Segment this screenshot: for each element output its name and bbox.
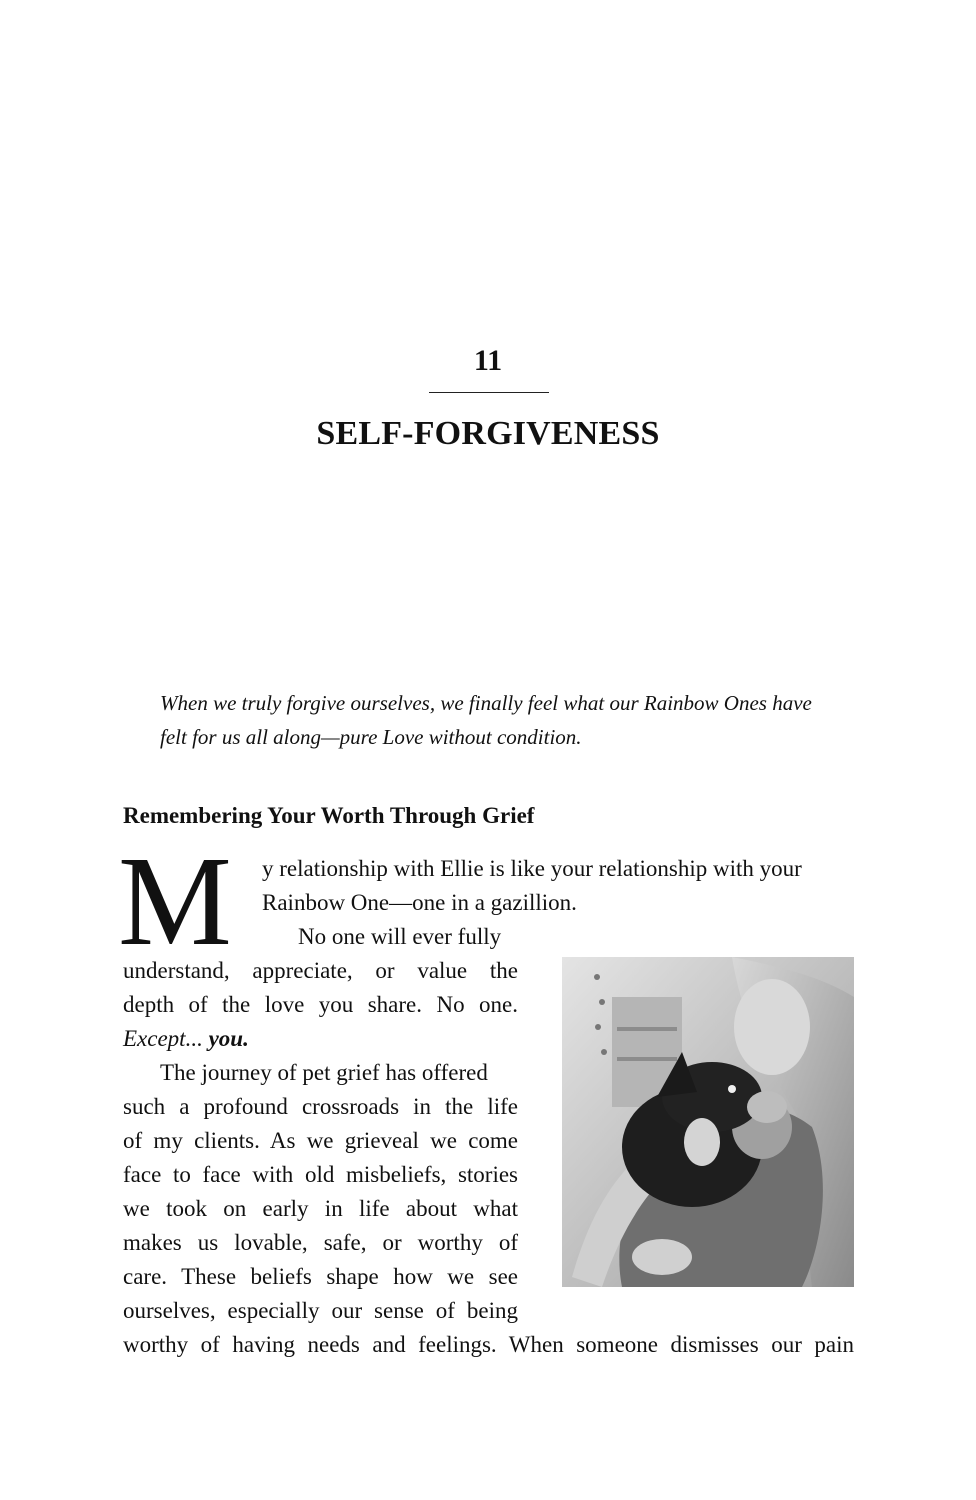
body-line: Rainbow One—one in a gazillion.	[262, 890, 577, 915]
chapter-title: SELF-FORGIVENESS	[316, 415, 660, 452]
body-line: ourselves, especially our sense of being	[123, 1298, 518, 1323]
body-line: worthy of having needs and feelings. When someone dismisses our pain	[123, 1332, 854, 1357]
body-line: understand, appreciate, or value the	[123, 958, 518, 983]
body-line: of my clients. As we grieveal we come	[123, 1128, 518, 1153]
body-line: The journey of pet grief has offered	[160, 1060, 488, 1085]
body-line	[123, 1022, 249, 1056]
body-line: care. These beliefs shape how we see	[123, 1264, 518, 1289]
emphasis-except: Except...	[123, 1026, 209, 1051]
epigraph	[160, 686, 840, 754]
body-line: makes us lovable, safe, or worthy of	[123, 1230, 518, 1255]
body-line: depth of the love you share. No one.	[123, 992, 518, 1017]
body-line: we took on early in life about what	[123, 1196, 518, 1221]
body-line: such a profound crossroads in the life	[123, 1094, 518, 1119]
emphasis-you: you.	[208, 1026, 249, 1051]
section-heading: Remembering Your Worth Through Grief	[123, 803, 535, 828]
chapter-number: 11	[473, 344, 503, 377]
epigraph-line: When we truly forgive ourselves, we finally feel what our Rainbow Ones have	[160, 691, 812, 715]
body-line: y relationship with Ellie is like your relationship with your	[262, 856, 802, 881]
drop-cap: M	[118, 830, 232, 972]
chapter-divider	[429, 392, 549, 393]
photo-woman-hugging-dog-icon	[562, 957, 854, 1287]
body-line: face to face with old misbeliefs, stories	[123, 1162, 518, 1187]
body-line: No one will ever fully	[298, 924, 502, 949]
epigraph-line: felt for us all along—pure Love without condition.	[160, 725, 582, 749]
